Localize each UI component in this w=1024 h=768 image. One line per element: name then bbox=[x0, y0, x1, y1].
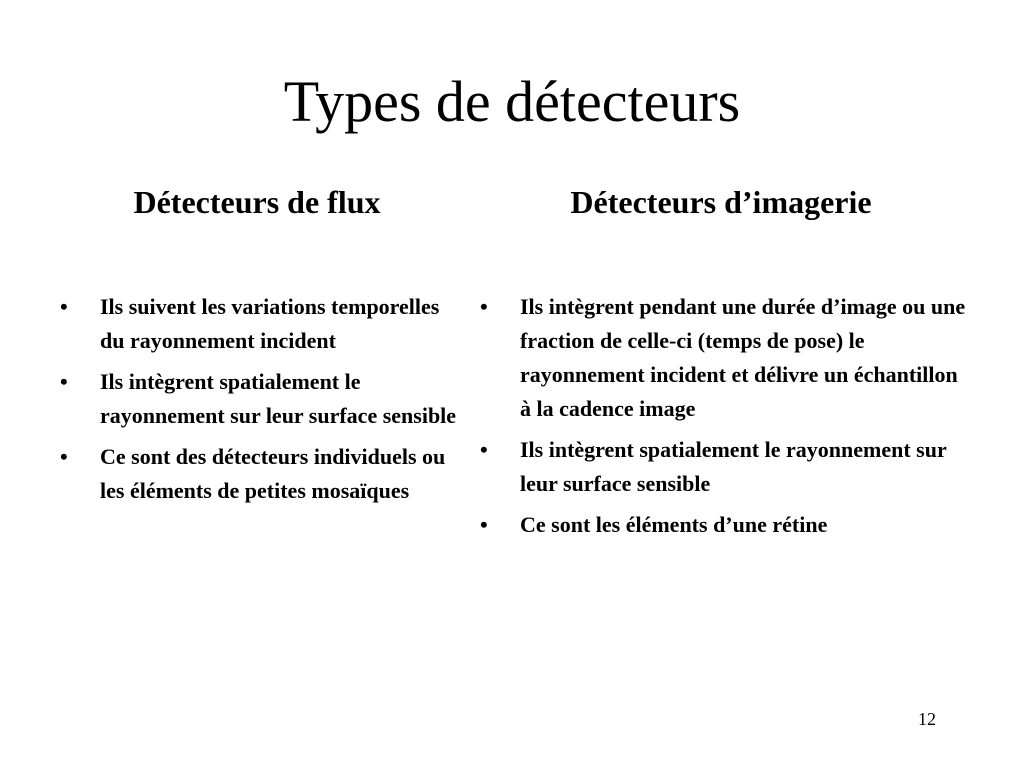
bullet-text: Ils intègrent spatialement le rayonnement sur leur surface sensible bbox=[520, 437, 947, 496]
bullet-text: Ils suivent les variations temporelles du rayonnement incident bbox=[100, 294, 440, 353]
slide-title: Types de détecteurs bbox=[283, 69, 741, 134]
bullet-item bbox=[50, 365, 464, 433]
bullet-item bbox=[470, 433, 972, 501]
bullet-item bbox=[50, 440, 464, 508]
bullet-icon: • bbox=[60, 444, 68, 469]
bullet-icon: • bbox=[60, 369, 68, 394]
bullet-item bbox=[470, 290, 972, 426]
bullet-text: Ils intègrent pendant une durée d’image ou une fraction de celle-ci (temps de pose) le rayonnement incident et délivre un échantillon à la cadence image bbox=[520, 294, 966, 421]
bullet-icon: • bbox=[60, 294, 68, 319]
column-heading-flux: Détecteurs de flux bbox=[133, 184, 381, 220]
bullet-item bbox=[470, 508, 972, 542]
column-flux-detectors bbox=[50, 178, 464, 503]
bullet-list-imaging bbox=[470, 290, 972, 549]
column-imaging-detectors bbox=[470, 178, 972, 537]
bullet-icon: • bbox=[480, 512, 488, 537]
bullet-icon: • bbox=[480, 294, 488, 319]
bullet-item bbox=[50, 290, 464, 358]
column-heading-imaging: Détecteurs d’imagerie bbox=[570, 184, 872, 220]
bullet-icon: • bbox=[480, 437, 488, 462]
bullet-text: Ils intègrent spatialement le rayonnement sur leur surface sensible bbox=[100, 369, 457, 428]
bullet-text: Ce sont des détecteurs individuels ou les éléments de petites mosaïques bbox=[100, 444, 446, 503]
page-number: 12 bbox=[918, 709, 936, 729]
bullet-text: Ce sont les éléments d’une rétine bbox=[520, 512, 828, 537]
bullet-list-flux bbox=[50, 290, 464, 515]
